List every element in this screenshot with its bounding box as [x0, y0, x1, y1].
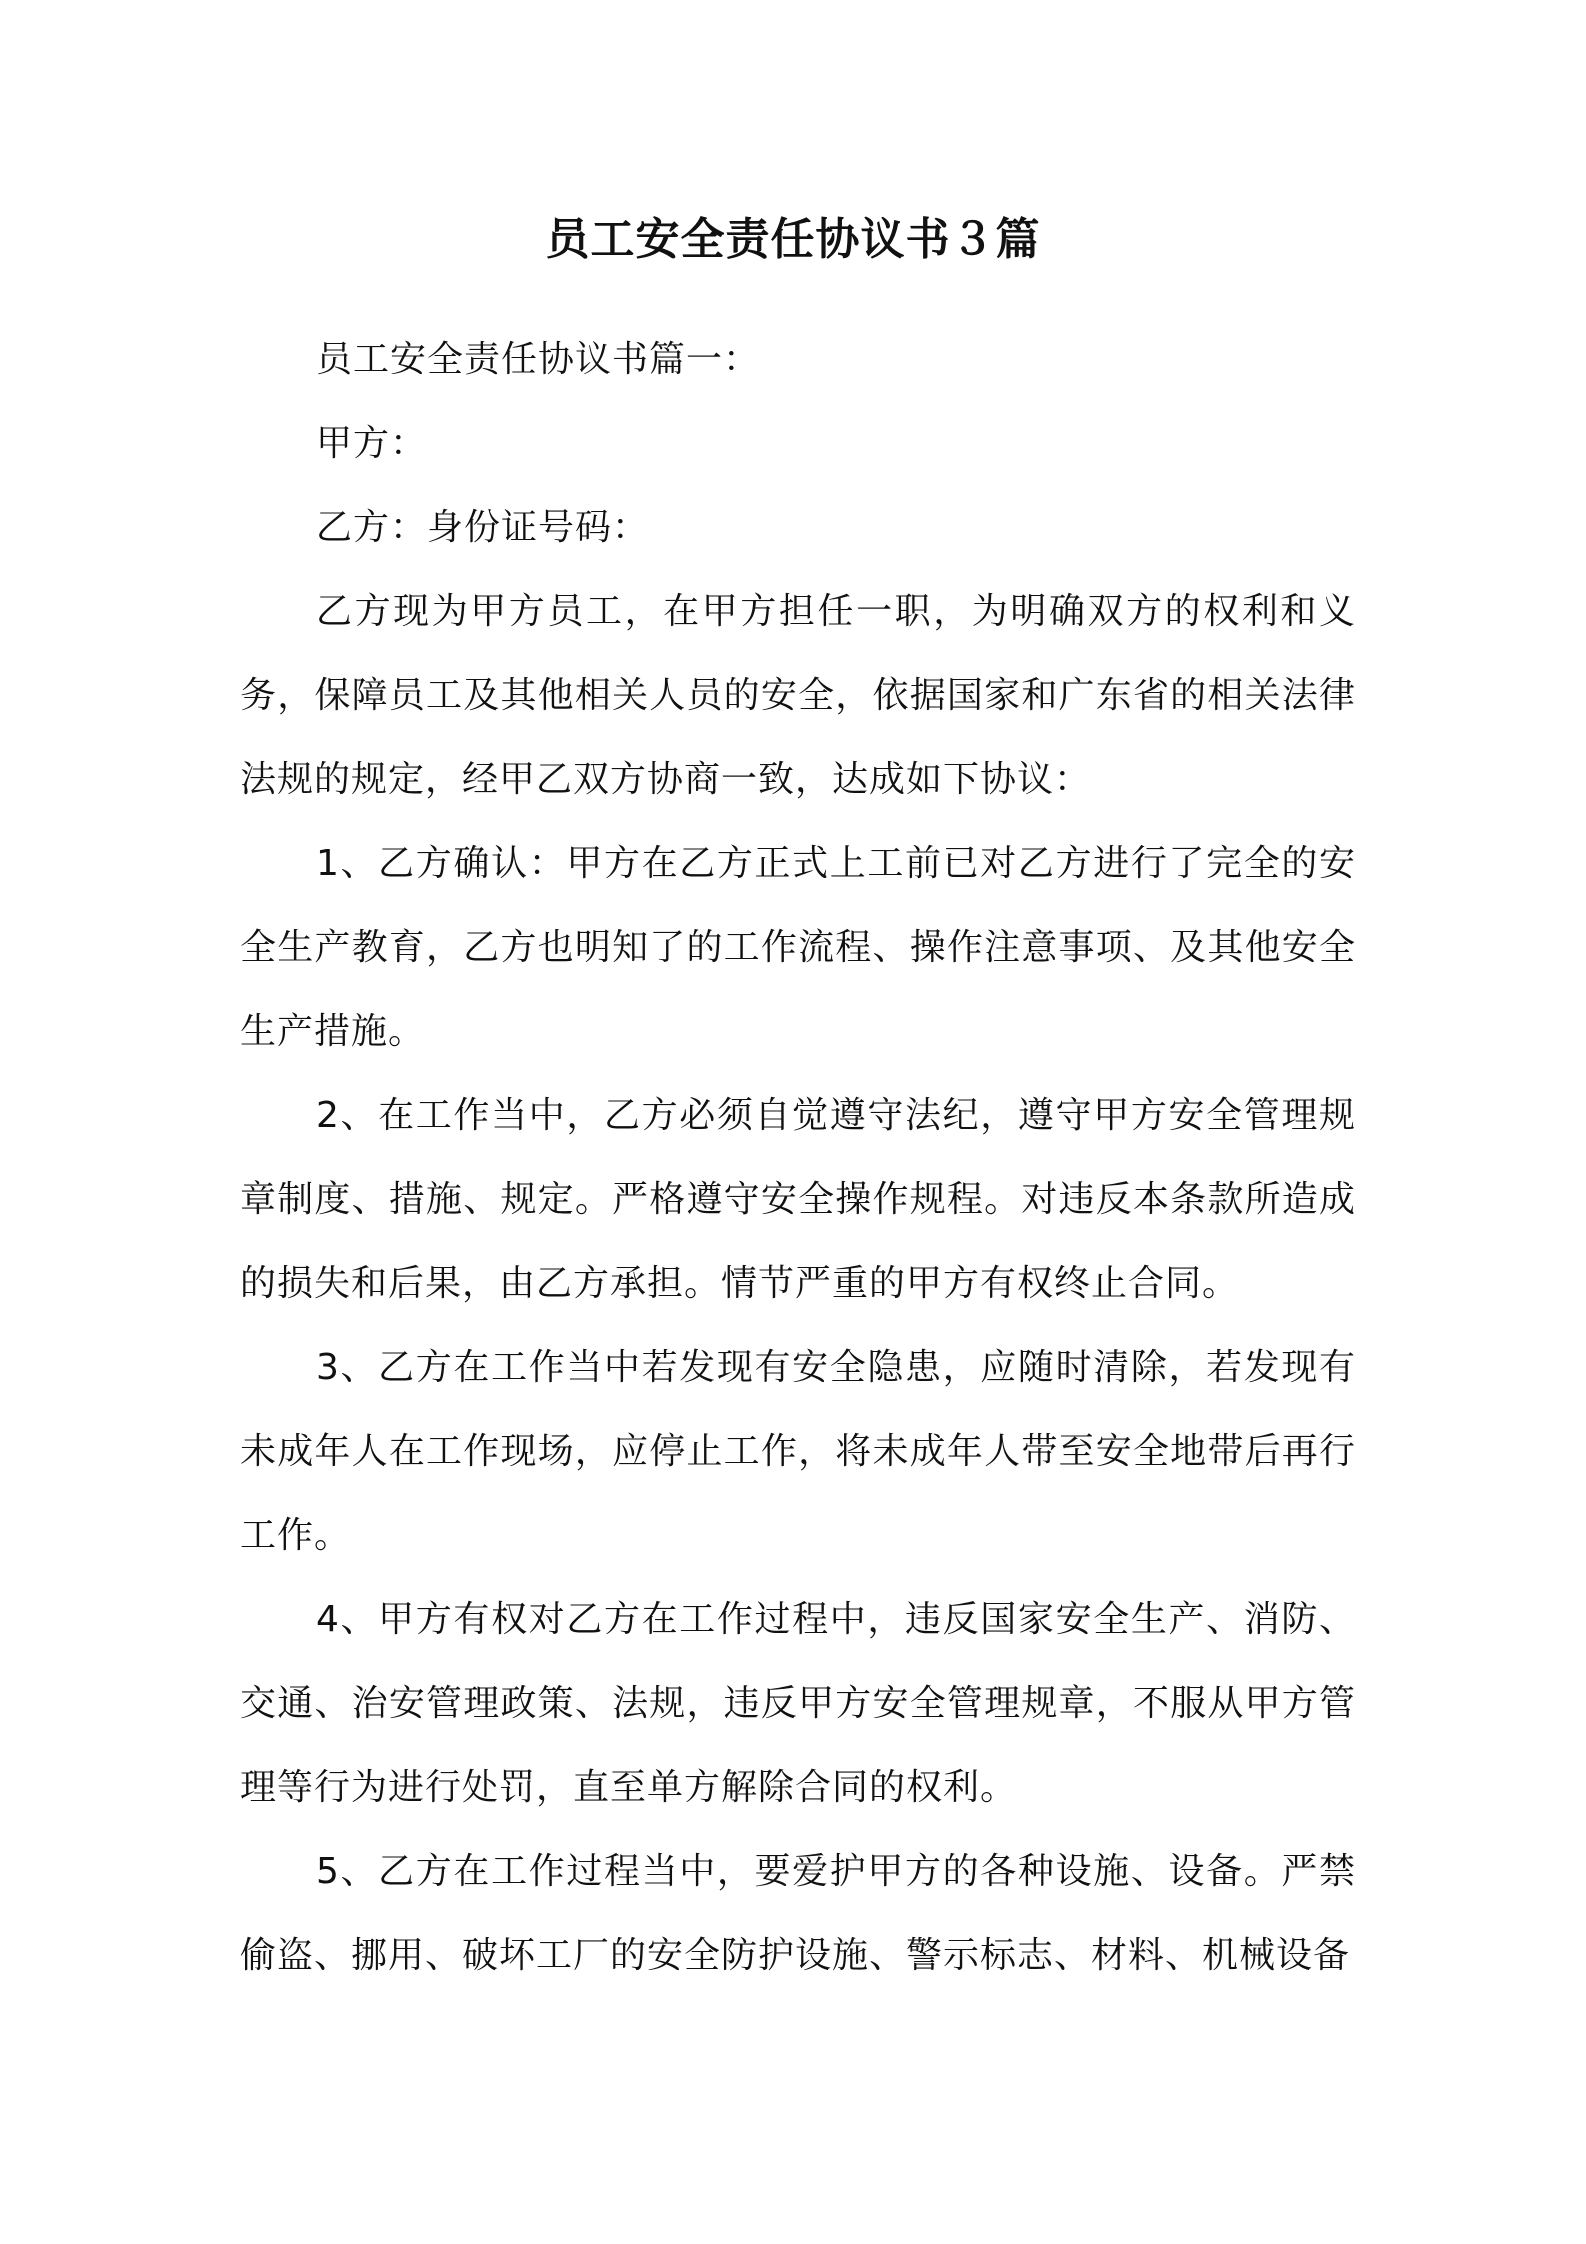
section-heading: 员工安全责任协议书篇一： [316, 339, 761, 380]
clause-5: 5、乙方在工作过程当中，要爱护甲方的各种设施、设备。严禁偷盗、挪用、破坏工厂的安全防护设施、警示标志、材料、机械设备 [240, 1851, 1356, 1976]
clause-2: 2、在工作当中，乙方必须自觉遵守法纪，遵守甲方安全管理规章制度、措施、规定。严格遵守安全操作规程。对违反本条款所造成的损失和后果，由乙方承担。情节严重的甲方有权终止合同。 [240, 1095, 1356, 1304]
document-title: 员工安全责任协议书３篇 [545, 214, 1041, 265]
party-a-line: 甲方： [316, 423, 428, 464]
clause-3: 3、乙方在工作当中若发现有安全隐患，应随时清除，若发现有未成年人在工作现场，应停止工作，将未成年人带至安全地带后再行工作。 [240, 1347, 1356, 1556]
party-b-line: 乙方：身份证号码： [316, 507, 650, 548]
preamble-paragraph: 乙方现为甲方员工，在甲方担任一职，为明确双方的权利和义务，保障员工及其他相关人员的安全，依据国家和广东省的相关法律法规的规定，经甲乙双方协商一致，达成如下协议： [240, 591, 1356, 800]
document-body [240, 318, 1356, 1998]
clause-1: 1、乙方确认：甲方在乙方正式上工前已对乙方进行了完全的安全生产教育，乙方也明知了的工作流程、操作注意事项、及其他安全生产措施。 [240, 843, 1356, 1052]
clause-4: 4、甲方有权对乙方在工作过程中，违反国家安全生产、消防、交通、治安管理政策、法规，违反甲方安全管理规章，不服从甲方管理等行为进行处罚，直至单方解除合同的权利。 [240, 1599, 1356, 1808]
